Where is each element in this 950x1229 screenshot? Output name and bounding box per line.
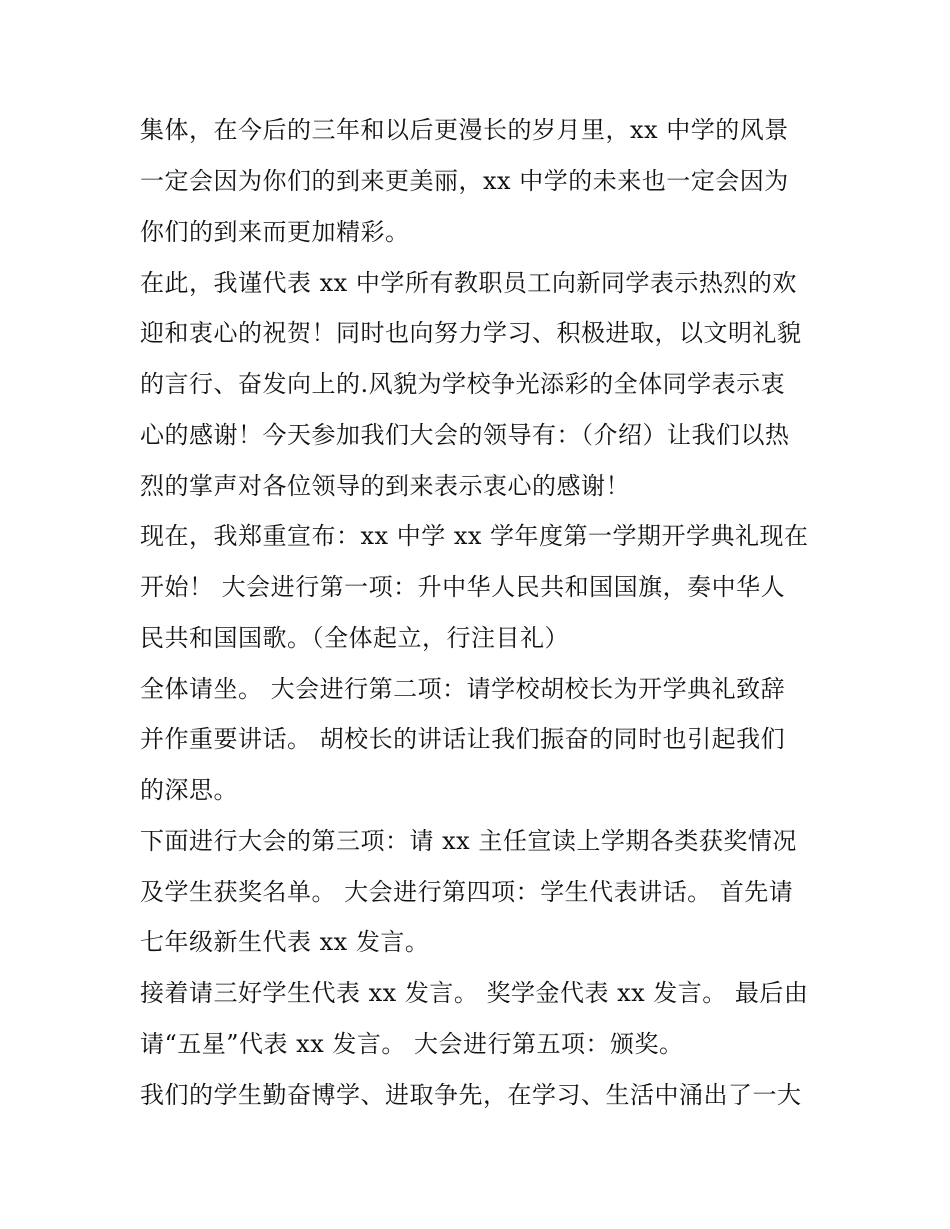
text-line: 接着请三好学生代表 xx 发言。 奖学金代表 xx 发言。 最后由	[140, 979, 809, 1007]
text-line: 现在，我郑重宣布：xx 中学 xx 学年度第一学期开学典礼现在	[140, 522, 809, 550]
text-line: 在此，我谨代表 xx 中学所有教职员工向新同学表示热烈的欢	[140, 269, 797, 297]
text-line: 及学生获奖名单。 大会进行第四项：学生代表讲话。 首先请	[140, 878, 794, 906]
text-line: 请“五星”代表 xx 发言。 大会进行第五项：颁奖。	[140, 1030, 684, 1058]
text-line: 并作重要讲话。 胡校长的讲话让我们振奋的同时也引起我们	[140, 725, 786, 753]
text-line: 全体请坐。 大会进行第二项：请学校胡校长为开学典礼致辞	[140, 675, 786, 703]
text-line: 民共和国国歌。（全体起立，行注目礼）	[140, 624, 569, 652]
text-line: 我们的学生勤奋博学、进取争先，在学习、生活中涌出了一大	[140, 1081, 802, 1109]
text-line: 七年级新生代表 xx 发言。	[140, 928, 430, 956]
text-line: 迎和衷心的祝贺！同时也向努力学习、积极进取，以文明礼貌	[140, 319, 802, 347]
text-line: 下面进行大会的第三项：请 xx 主任宣读上学期各类获奖情况	[140, 827, 797, 855]
text-line: 一定会因为你们的到来更美丽，xx 中学的未来也一定会因为	[140, 167, 789, 195]
text-line: 你们的到来而更加精彩。	[140, 218, 410, 246]
text-line: 的言行、奋发向上的.风貌为学校争光添彩的全体同学表示衷	[140, 370, 786, 398]
text-line: 集体，在今后的三年和以后更漫长的岁月里，xx 中学的风景	[140, 116, 789, 144]
text-line: 心的感谢！今天参加我们大会的领导有：（介绍）让我们以热	[140, 421, 790, 449]
text-line: 开始！ 大会进行第一项：升中华人民共和国国旗，奏中华人	[140, 573, 786, 601]
text-line: 的深思。	[140, 776, 238, 804]
text-line: 烈的掌声对各位领导的到来表示衷心的感谢！	[140, 472, 630, 500]
